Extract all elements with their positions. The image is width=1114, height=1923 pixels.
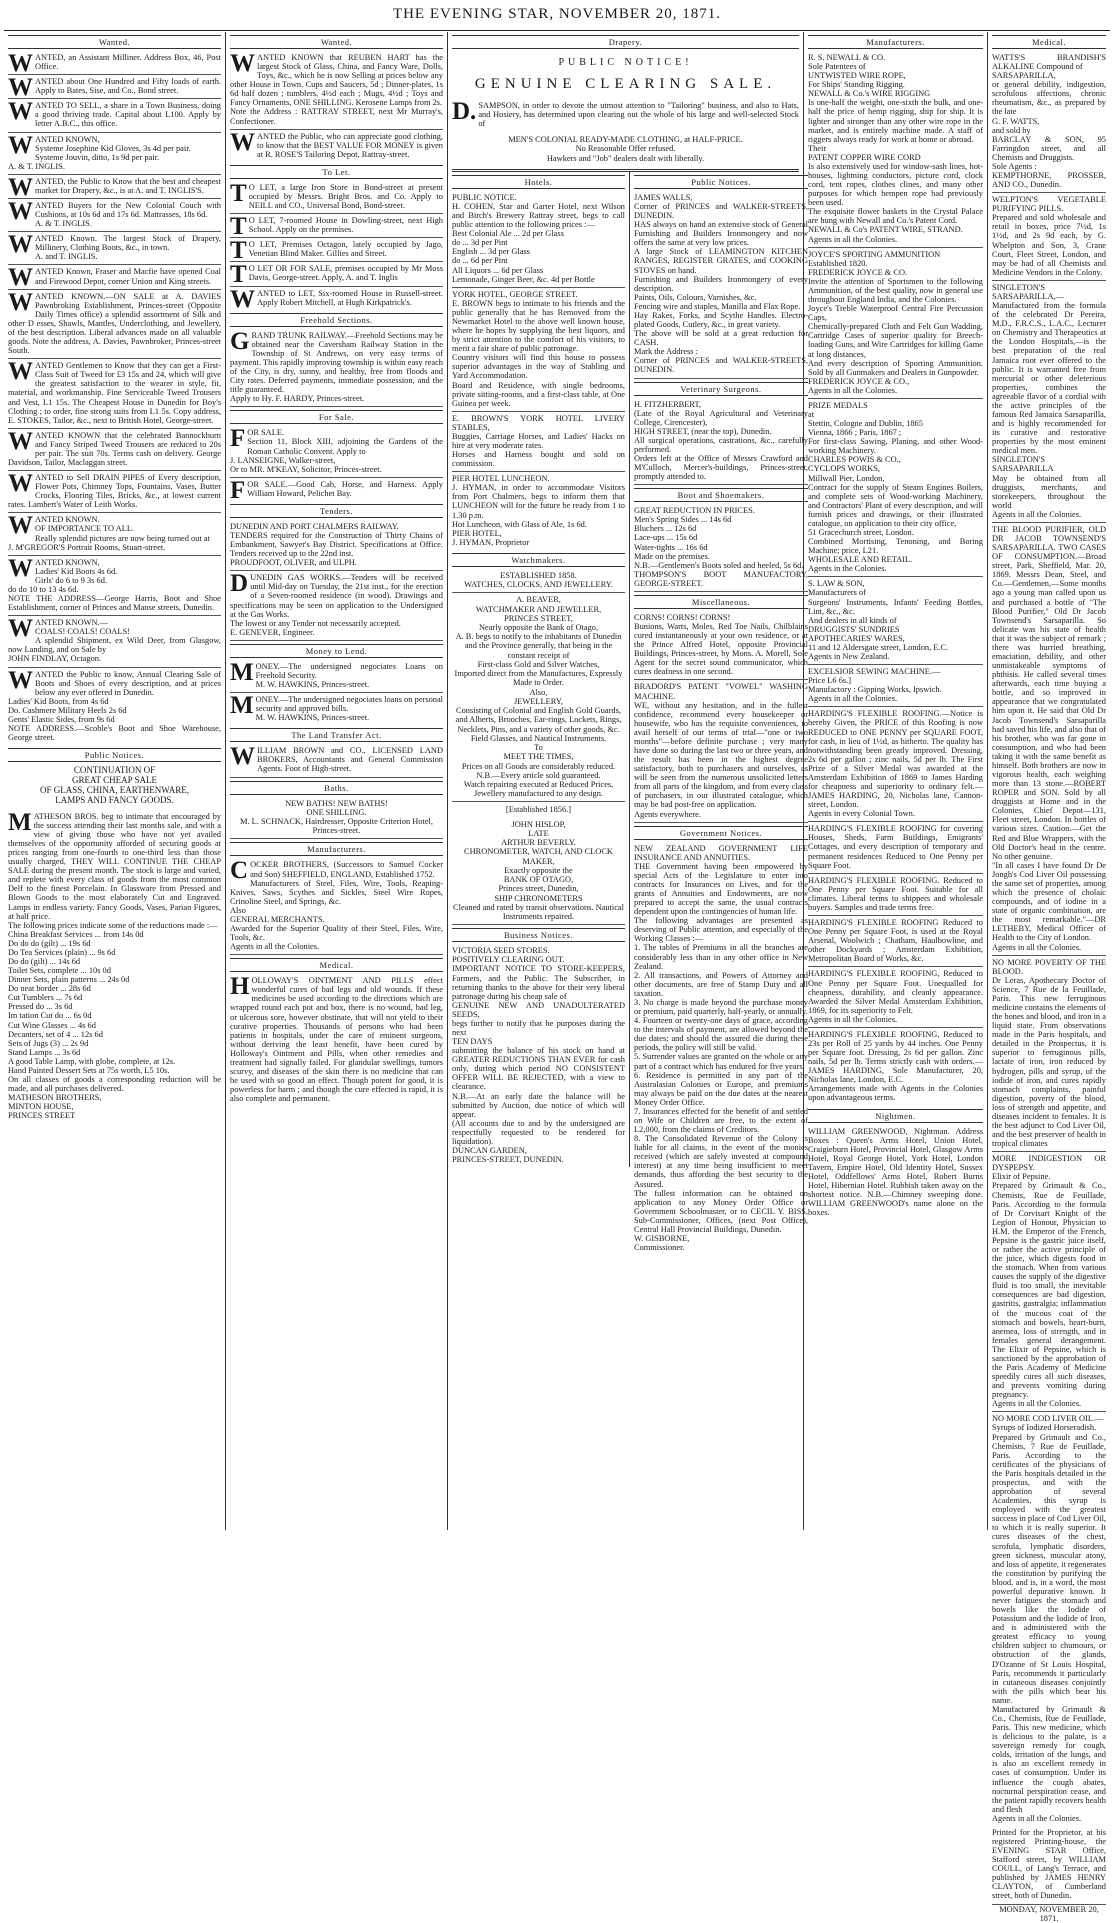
drop-cap: W — [8, 98, 33, 126]
column-4 — [804, 32, 988, 1530]
section-heading-business: Business Notices. — [452, 928, 625, 942]
ad-item: HARDING'S FLEXIBLE ROOFING, Reduced to 23s per Roll of 25 yards by 44 inches. One Penny per Square foot. Dressing, 2s 6d per gallon. Zinc nails, 5d per lb. Terms strictly cash with orders.—JAMES HARDING, Sole Manufacturer, 20, Nicholas lane, London, E.C. Arrangements made with Agents in the Colonies upon advantageous terms. — [808, 1029, 983, 1103]
sampson-ad — [452, 99, 799, 131]
ad-item: NO MORE POVERTY OF THE BLOOD. Dr Leras, Apothecary Doctor of Science, 7 Rue de la Feuillade, Paris. This new ferruginous medicine contains the elements of the bones and blood, and iron in a liquid state. From observations made in the Paris hospitals, and detailed in the Prospectus, it is superior to ferruginous pills, lactate of iron, iron reduced by hydrogen, pills and syrup, of the iodide of iron, and cures rapidly stomach complaints, painful digestion, poverty of the blood, loss of strength and appetite, and diseases incident to females. It is the best adjunct to Cod Liver Oil, and the best preserver of health in tropical climates — [992, 956, 1106, 1153]
ad-item: NO MORE COD LIVER OIL.— Syrups of Iodized Horseradish. Prepared by Grimault and Co., Chemists, 7 Rue de Feuillade, Paris. According to the certificates of the physicians of the Paris hospitals detailed in the prospectus, and with the approbation of several Academies, this syrup is employed with the greatest success in place of Cod Liver Oil, to which it is really superior. It cures diseases of the chest, scrofula, lymphatic disorders, green sickness, muscular atony, and loss of appetite, it regenerates the constitution by purifying the blood, and is, in a word, the most powerful depurative known. It never fatigues the stomach and bowels like the Iodide of Potassium and the Iodide of Iron, and is administered with the greatest efficacy to young children subject to chumours, or obstruction of the glands, D'Ozanne of St Louis Hospital, Paris, recommends it particularly in cutaneous diseases conjointly with the pills which bear his name. Manufactured by Grimault & Co., Chemists, Rue de Feuillade, Paris. This new medicine, which is delicious to the palate, is a sovereign remedy for cough, colds, irritation of the lungs, and is also an excellent remedy in cases of consumption. Under its influence the cough abates, nocturnal perspiration cease, and the patient rapidly recovers health and flesh Agents in all the Colonies. — [992, 1414, 1106, 1823]
ad-item: YORK HOTEL, GEORGE STREET. E. BROWN begs to intimate to his friends and the public generally that he has Removed from the Newmarket Hotel to the above well known house, where he hopes by supplying the best liquors, and by strict attention to the comfort of his visitors, to merit a fair share of public patronage. Country visitors will find this house to possess superior advantages in the way of Stabling and Yard Accommodation. Board and Residence, with single bedrooms, private sitting-rooms, and a first-class table, at One Guinea per week. — [452, 288, 625, 412]
ad-item — [8, 429, 221, 471]
drop-cap: M — [230, 692, 254, 720]
section-heading-to-let: To Let. — [230, 165, 443, 179]
ad-item: WATTS'S BRANDISH'S ALKALINE Compound of SARSAPARILLA, or general debility, indigestion, scrofulous affections, chronic rheumatism, &c., as prepared by the late G. F. WATTS, and sold by BARCLAY & SON, 95 Farringdon street, and all Chemists and Druggists. Sole Agents : KEMPTHORNE, PROSSER, AND CO., Dunedin. — [992, 51, 1106, 193]
column-5 — [988, 32, 1110, 1923]
ad-text: OLLOWAY'S OINTMENT AND PILLS effect wonderful cures of bad legs and old wounds. If these medicines be used according to the directions which are wrapped round each pot and box, there is no wound, bad leg, or ulcerous sore, however obstinate, that will not yield to their curative properties. Thousands of persons who had been patients in hospitals, under the care of eminent surgeons, without deriving the least benefit, have been cured by Holloway's Ointment and Pills, when other remedies and treatment had signally failed. For glandular swellings, tumors scurvy, and diseases of the skin there is no medicine that can be used with so good an effect. Though potent for good, it is powerless for harm ; and though the cure effected is rapid, it is also complete and permanent. — [230, 976, 443, 1104]
drop-cap: W — [8, 288, 33, 316]
ad-item — [230, 660, 443, 693]
ad-text: RAND TRUNK RAILWAY.—Freehold Sections may be obtained near the Caversham Railway Station in the Township of St Andrews, on very easy terms of payment. This rapidly improving township is within easy reach of the City, is dry, sunny, and healthy, free from floods and City rates. Deferred payments, immediate possession, and the title guaranteed. Apply to Hy. F. HARDY, Princes-street. — [230, 330, 443, 404]
ad-item — [8, 264, 221, 292]
newspaper-columns — [4, 32, 1110, 1923]
ad-item: SINGLETON'S SARSAPARILLA,—Manufactured from the formula of the celebrated Dr Pereira, M.D., F.R.C.S., L.A.C., Lecturer on Chemistry and Therapeutics at the London Hospitals,—is the best preparation of the real Jamaica root ever offered to the public. It is warranted free from mercurial or other deleterious properties, combines the agreeable flavor of a cordial with the active principles of the famous Red Jamaica Sarsaparilla, and is highly recommended for its curative and restorative properties by the most eminent medical men. SINGLETON'S SARSAPARILLA May be obtained from all druggists, merchants, and storekeepers, throughout the world Agents in all the Colonies. — [992, 281, 1106, 523]
drop-cap: W — [8, 358, 33, 386]
freehold-ad — [230, 329, 443, 408]
ad-item — [8, 556, 221, 616]
printer-imprint: Printed for the Proprietor, at his registered Printing-house, the EVENING STAR Office, Stafford street, by WILLIAM COULL, of Lang's Terrace, and published by JAMES HENRY CLAYTON, of Cumberland street, both of Dunedin. — [992, 1826, 1106, 1905]
drop-cap: W — [8, 74, 33, 102]
ad-item: HARDING'S FLEXIBLE ROOFING. Reduced to One Penny per Square Foot. Suitable for all climates. Liberal terms to shippers and wholesale buyers. Samples and trade terms free. — [808, 874, 983, 916]
section-heading-wanted-2: Wanted. — [230, 35, 443, 49]
land-broker-ad — [230, 744, 443, 777]
section-heading-hotels: Hotels. — [452, 175, 625, 189]
ad-text: ANTED TO SELL, a share in a Town Business, doing a good thriving trade. Capital about L100. Apply by letter A.B.C., this office. — [35, 101, 221, 129]
drop-cap: F — [230, 425, 246, 453]
section-heading-manufacturers-2: Manufacturers. — [808, 35, 983, 49]
section-heading-veterinary: Veterinary Surgeons. — [634, 382, 808, 396]
section-heading-tenders: Tenders. — [230, 504, 443, 518]
ad-text: O LET, 7-roomed House in Dowling-street, next High School. Apply on the premises. — [248, 216, 443, 235]
section-heading-freehold: Freehold Sections. — [230, 313, 443, 327]
section-heading-land-transfer: The Land Transfer Act. — [230, 728, 443, 742]
genuine-clearing-sale: GENUINE CLEARING SALE. — [474, 76, 777, 92]
ad-text: ANTED KNOWN.— COALS! COALS! COALS! A splendid Shipment, ex Wild Deer, from Glasgow, now Landing, and on Sale by JOHN FINDLAY, Octagon. — [8, 618, 221, 664]
ad-text: ILLIAM BROWN and CO., LICENSED LAND BROKERS, Accountants and General Commission Agents. Foot of High-street. — [257, 746, 443, 774]
section-heading-baths: Baths. — [230, 781, 443, 795]
ad-item — [8, 199, 221, 232]
ad-item — [8, 133, 221, 175]
drop-cap: W — [230, 128, 255, 156]
ad-item — [8, 616, 221, 667]
hotels-list — [452, 191, 625, 550]
manufacturer-ads-list — [808, 51, 983, 1106]
government-life-ad: NEW ZEALAND GOVERNMENT LIFE INSURANCE AND ANNUITIES. THE Government having been empowered by special Acts of the Legislature to enter into contracts for Insurances on Lives, and for the grants of Annuities and Endowments, are now prepared to accept the same, the usual contracts dependent upon the contingencies of human life. The following advantages are presented as deserving of Public attention, and especially of the Working Classes :— 1. The tables of Premiums in all the branches are considerably less than in any other office in New Zealand. 2. All transactions, and Powers of Attorney and other documents, are free of Stamp Duty and all taxation. 3. No charge is made beyond the purchase money or premium, paid quarterly, half-yearly, or annually. 4. Fourteen or twenty-one days of grace, according to the intervals of payment, are allowed beyond the due dates; and should the assured die during these periods, the policy will still be valid. 5. Surrender values are granted on the whole or any part of a contract which has endured for five years. 6. Residence is permitted in any part of the Australasian Colonies or Europe, and premiums may always be paid on the due dates at the nearest Money Order Office. 7. Insurances effected for the benefit of and settled on Wife or Children are free, to the extent of L2,000, from the claims of Creditors. 8. The Consolidated Revenue of the Colony is liable for all claims, in the event of the monies received (which are safely invested at compound interest) at any time being insufficient to meet demands, thus affording the best security to the Assured. The fullest information can be obtained on application to any Money Order Office or Government Schoolmaster, or to CECIL Y. BISS, Sub-Commissioner, Offices, (next Post Office), Central Hall Provincial Buildings, Dunedin. W. GISBORNE, Commissioner. — [634, 843, 808, 1253]
cocker-ad — [230, 858, 443, 955]
section-heading-manufacturers: Manufacturers. — [230, 842, 443, 856]
ad-item — [230, 426, 443, 477]
ad-item: MORE INDIGESTION OR DYSPEPSY. Elixir of Pepsine. Prepared by Grimault & Co., Chemists, Rue de Feuillade, Paris. According to the formula of Dr Corvisart Knight of the Legion of Honour, Physician to H.M. the Emperor of the French, Pepsine is the gastric juice itself, or rather the active principle of the juice, which digests food in the stomach. When from various causes the supply of the digestive fluid is too small, the inevitable consequences are bad digestion, gastritis, gastralgia; inflammation of the mucous coat of the stomach and bowels, heart-burn, anemea, loss of strength, and in females general derangement. The Elixir of Pepsine, which is sanctioned by the approbation of the Paris Academy of Medicine speedily cures all such diseases, and prevents vomiting during pregnancy. Agents in all the Colonies. — [992, 1152, 1106, 1412]
ad-item: HARDING'S FLEXIBLE ROOFING, Reduced to One Penny per Square Foot. Unequalled for cheapness, durability, and cleanly appearance. Awarded the Silver Medal Amsterdam Exhibition, 1869, for its superiority to Felt. Agents in all the Colonies. — [808, 967, 983, 1027]
ad-text: ANTED to LET, Six-roomed House in Russell-street. Apply Robert Mitchell, at Hugh Kirkpatrick's. — [257, 288, 443, 307]
section-heading-boots: Boot and Shoemakers. — [634, 488, 808, 502]
drop-cap: W — [8, 264, 33, 292]
section-heading-public-notices: Public Notices. — [8, 748, 221, 762]
drop-cap: W — [8, 231, 33, 259]
drop-cap: D. — [452, 98, 477, 125]
ad-item — [230, 237, 443, 265]
ad-item — [8, 668, 221, 746]
ad-item — [230, 51, 443, 130]
ad-text: ANTED Known, Fraser and Macfie have opened Coal and Firewood Depot, corner Union and King streets. — [35, 267, 221, 286]
for-sale-list — [230, 425, 443, 504]
boot-ad: GREAT REDUCTION IN PRICES. Men's Spring Sides ... 14s 6d Bluchers ... 12s 6d Lace-ups ... 15s 6d Water-tights ... 16s 6d Made on the premises. N.B.—Gentlemen's Boots soled and heeled, 5s 6d. THOMPSON'S BOOT MANUFACTORY, GEORGE-STREET. — [634, 504, 808, 592]
drop-cap: W — [8, 554, 33, 582]
ad-text: ANTED, an Assistant Milliner. Address Box, 46, Post Office. — [35, 53, 221, 72]
ad-text: ANTED, the Public to Know that the best and cheapest market for Drapery, &c., is at A. and T. INGLIS'S. — [35, 176, 221, 195]
ad-text: O LET, a large Iron Store in Bond-street at present occupied by Messrs. Bright Bros. and Co. Apply to NEILL and CO., Universal Bond, Bond-street. — [248, 182, 443, 211]
drop-cap: W — [230, 285, 255, 313]
drop-cap: W — [8, 512, 33, 540]
drop-cap: D — [230, 570, 249, 598]
drop-cap: M — [230, 658, 254, 686]
corns-ad: CORNS! CORNS! CORNS! Bunions, Warts, Moles, Red Toe Nails, Chilblains cured instantaneously at your own residence, or at the Prince Alfred Hotel, opposite Provincial Buildings, Princes-street, by Mons. A. Morell, Sole Agent for the secret sound communicator, which cures deafness in one second. — [634, 611, 808, 681]
ad-item: R. S. NEWALL & CO. Sole Patentees of UNTWISTED WIRE ROPE, For Ships' Standing Rigging. NEWALL & Co.'s WIRE RIGGING Is one-half the weight, one-sixth the bulk, and one-half the price of hemp rigging, ship for ship. It is lighter and stronger than any other wire rope in the market, and is entirely machine made. A staff of riggers always ready for work at home or abroad. Their PATENT COPPER WIRE CORD Is also extensively used for window-sash lines, hot-houses, lightning conductors, picture cord, clock cord, tent ropes, clothes clines, and many other purposes for which hempen rope had previously been used. The exquisite flower baskets in the Crystal Palace are hung with Newall and Co.'s Patent Cord. NEWALL & Co's PATENT WIRE, STRAND. Agents in all the Colonies. — [808, 51, 983, 248]
section-heading-drapery: Drapery. — [452, 35, 799, 49]
money-list — [230, 660, 443, 725]
matheson-ad — [8, 810, 221, 1124]
section-heading-public-notices-2: Public Notices. — [634, 175, 808, 189]
ad-item: S. LAW & SON, Manufacturers of Surgeons' Instruments, Infants' Feeding Bottles, Lint, &c., &c. And dealers in all kinds of DRUGGISTS' SUNDRIES APOTHECARIES' WARES, 11 and 12 Aldersgate street, London, E.C. Agents in New Zealand. — [808, 577, 983, 665]
drapery-public-notice: PUBLIC NOTICE! — [558, 57, 693, 68]
drop-cap: T — [230, 261, 247, 289]
ad-item — [8, 290, 221, 360]
ad-item — [230, 693, 443, 725]
washing-machine-ad: BRADORD'S PATENT "VOWEL" WASHING MACHINE. WE, without any hesitation, and in the fullest confidence, recommend every housekeeper or housewife, who has the requisite conveniences, to avail herself of our terms of trial—"one or two months"—before definite purchase ; very many have done so during the last two or three years, and the result has been in the highest degree satisfactory, both to purchasers and ourselves, as will be seen from the numerous unsolicited letters from all parts of the kingdom, and from every class of purchasers, in our illustrated catalogue, which may be had post-free on application. Agents everywhere. — [634, 680, 808, 822]
fitzherbert-ad: H. FITZHERBERT, (Late of the Royal Agricultural and Veterinary College, Cirencester), HIGH STREET, (near the top), Dunedin. All surgical operations, castrations, &c., carefully performed. Orders left at the Office of Messrs Crawford and M'Culloch, Mercer's-buildings, Princes-street, promptly attended to. — [634, 398, 808, 486]
wanted-ads-list — [8, 51, 221, 745]
ad-text: ANTED KNOWN, Systeme Josephine Kid Gloves, 3s 4d per pair. Systeme Jouvin, ditto, 1s 9d per pair. A. & T. INGLIS. — [8, 134, 191, 171]
ad-item: THE BLOOD PURIFIER, OLD DR JACOB TOWNSEND'S SARSAPARILLA. TWO CASES OF CONSUMPTION.—Broad street, Park, Sheffield, Mar. 20, 1869. Messrs Dean, Steel, and Co.—Gentlemen,—Some months ago a young man called upon us and purchased a bottle of "The Blood Purifier," Old Dr Jacob Townsend's Sarsaparilla. So delicate was his state of health that it was the subject of remark ; there was hurried breathing, emaciation, debility, and other unmistakeable symptoms of phthisis. He called several times afterwards, each time buying a bottle, and so improved in appearance that we congratulated him upon it. He said that Old Dr Jacob Townsend's Sarsaparilla had saved his life, and also that of his brother, who was far gone in consumption, and who had been taking it with the same benefit as himself. Both brothers are now in vigorous health, each weighing more than 13 stone.—ROBERT ROPER and SON. Sold by all druggists at Home and in the Colonies, Chief Depot—131, Fleet street, London. In bottles of various sizes. Caution.—Get the Red and Blue Wrappers, with the Old Doctor's head in the centre. No other genuine. "In all cases I have found Dr De Jongh's Cod Liver Oil possessing the same set of properties, among which the presence of cholaic compounds, and of iodine in a state of organic combination, are the most remarkable."—DR LETHEBY, Medical Officer of Health to the City of London. Agents in all the Colonies. — [992, 523, 1106, 956]
ad-text: ANTED Gentlemen to Know that they can get a First-Class Suit of Tweed for £3 15s and 24, which will give the greatest satisfaction to the wearer in style, fit, material, and workmanship. Fine Serviceable Tweed Trousers and Vest, L1 15s. The Cheapest House in Dunedin for Boy's Clothing ; to order, fine strong suits from L1 5s. Copy address, E. STOKES, Tailor, &c., next to British Hotel, George-street. — [8, 361, 221, 425]
medical-ads-list — [992, 51, 1106, 1826]
drop-cap: W — [8, 427, 33, 455]
seed-stores-ad: VICTORIA SEED STORES. POSITIVELY CLEARING OUT. IMPORTANT NOTICE TO STORE-KEEPERS, Farmers, and the Public. The Subscriber, in returning thanks to the above for their very liberal patronage during his cheap sale of GENUINE NEW AND UNADULTERATED SEEDS, begs further to notify that he purposes during the next TEN DAYS submitting the balance of his stock on hand at GREATER REDUCTIONS THAN EVER for cash only, during which period NO CONSISTENT OFFER WILL BE REJECTED, with a view to clearance. N.B.—At an early date the balance will be submitted by Auction, due notice of which will appear. (All accounts due to and by the undersigned are respectfully requested to be rendered for liquidation). DUNCAN GARDEN, PRINCES-STREET, DUNEDIN. — [452, 946, 625, 1165]
drop-cap: H — [230, 973, 250, 1001]
column-3 — [448, 32, 808, 1530]
ad-text: ANTED KNOWN that REUBEN HART has the largest Stock of Glass, China, and Fancy Ware, Dolls, Toys, &c., which he is now Selling at prices below any other House in Town. Cups and Saucers, 5d ; Dinner-plates, 1s 6d half dozen ; tumblers, 4½d each ; Mugs, 4½d ; Toys and Fancy Ornaments, ONE SHILLING. Kerosene Lamps from 2s. Note the Address : RATTRAY STREET, next Mr Murray's, Confectioner. — [230, 53, 443, 126]
masthead-title: THE EVENING STAR, NOVEMBER 20, 1871. — [392, 6, 722, 22]
greenwood-ad: WILLIAM GREENWOOD, Nightman. Address Boxes : Queen's Arms Hotel, Union Hotel, Craigieburn Hotel, Provincial Hotel, Glasgow Arms Hotel, Royal George Hotel, York Hotel, London Tavern, Empire Hotel, Old Identity Hotel, Sussex Hotel, Oddfellows' Arms Hotel, Robert Burns Hotel, Hibernian Hotel. Rubbish taken away on the shortest notice. N.B.—Chimney sweeping done. WILLIAM GREENWOOD's name alone on the boxes. — [808, 1126, 983, 1218]
ad-text: ANTED KNOWN, Ladies' Kid Boots 4s 6d. Girls' do 6 to 9 3s 6d. do do 10 to 13 4s 6d. NOTE THE ADDRESS—George Harris, Boot and Shoe Establishment, corner of Princes and Manse streets, Dunedin. — [8, 557, 221, 613]
hislop-ad: JOHN HISLOP, LATE ARTHUR BEVERLY. CHRONOMETER, WATCH, AND CLOCK MAKER, Exactly opposite the BANK OF OTAGO, Princes street, Dunedin, SHIP CHRONOMETERS Cleaned and rated by transit observations. Nautical Instruments repaired. — [452, 818, 625, 926]
drop-cap: W — [8, 615, 33, 643]
ad-text: ONEY.—The undersigned negociates Loans on Freehold Security. M. W. HAWKINS, Princes-street. — [255, 661, 443, 689]
section-heading-for-sale: For Sale. — [230, 410, 443, 424]
drop-cap: T — [230, 213, 247, 241]
ad-item — [8, 99, 221, 132]
drop-cap: W — [8, 50, 33, 77]
drop-cap: W — [230, 50, 255, 77]
baths-ad: NEW BATHS! NEW BATHS! ONE SHILLING. M. L. SCHNACK, Hairdresser, Opposite Criterion Hotel, Princes-street. — [230, 797, 443, 840]
ad-text: O LET OR FOR SALE, premises occupied by Mr Moss Davis, George-street. Apply, A. and T. Inglis — [248, 264, 443, 283]
column-3-subcolumns — [452, 172, 808, 1255]
ad-item: PUBLIC NOTICE. H. COHEN, Star and Garter Hotel, next Wilson and Birch's Brewery Rattray street, begs to call public attention to the following prices :— Best Colonial Ale ... 2d per Glass do ... 3d per Pint English ... 3d per Glass do ... 6d per Pint All Liquors ... 6d per Glass Lemonade, Ginger Beer, &c. 4d per Bottle — [452, 191, 625, 288]
masthead-rule — [4, 30, 1110, 31]
ad-item: HARDING'S FLEXIBLE ROOFING.—Notice is hereby Given, the PRICE of this Roofing is now REDUCED to ONE PENNY per SQUARE FOOT, for cash, in lieu of 1½d, as hitherto. The quality has notwithstanding been greatly improved. Dressing, 2s 6d per gallon ; zinc nails, 5d per lb. The First Prize of a Silver Medal was awarded at the Amsterdam Exhibition of 1869 to James Harding for cheapness and superiority to ordinary felt.—JAMES HARDING, 20, Nicholas lane, Cannon-street, London. Agents in every Colonial Town. — [808, 707, 983, 822]
ad-item: PRIZE MEDALS at Stettin, Cologne and Dublin, 1865 Vienna, 1866 ; Paris, 1867 ; For first-class Sawing, Planing, and other Wood-working Machinery. CHARLES POWIS & CO., CYCLOPS WORKS, Millwall Pier, London, Contract for the supply of Steam Engines Boilers, and complete sets of Wood-working Machinery, and Contractors' Plant of every description, and will furnish prices and drawings, or their illustrated catalogue, on application to their city office, 51 Gracechurch street, London. Combined Mortising, Tenoning, and Boring Machine; price, L21. WHOLESALE AND RETAIL. Agents in the Colonies. — [808, 399, 983, 577]
drop-cap: T — [230, 179, 247, 207]
public-notice-heading: CONTINUATION OF GREAT CHEAP SALE OF GLASS, CHINA, EARTHENWARE, LAMPS AND FANCY GOODS. — [40, 765, 189, 805]
ad-item — [230, 130, 443, 162]
ad-text: OR SALE. Section 11, Block XIII, adjoining the Gardens of the Roman Catholic Convent. Apply to J. LANSEIGNE, Walker-street, Or to MR. M'KEAY, Solicitor, Princes-street. — [230, 428, 443, 474]
ad-item — [8, 175, 221, 199]
to-let-list — [230, 179, 443, 313]
section-heading-watchmakers: Watchmakers. — [452, 553, 625, 567]
ad-item: EXCELSIOR SEWING MACHINE.— Price L6 6s.] Manufactory : Gipping Works, Ipswich. Agents in all the Colonies. — [808, 665, 983, 707]
wanted-ads-list-2 — [230, 51, 443, 162]
drop-cap: C — [230, 857, 249, 885]
ad-item — [8, 232, 221, 265]
ad-text: ANTED Buyers for the New Colonial Couch with Cushions, at 10s 6d and 17s 6d. Mattrasses, 18s 6d. A. & T. INGLIS. — [35, 201, 221, 229]
ad-text: ANTED KNOWN. OF IMPORTANCE TO ALL. Really splendid pictures are now being turned out at J. M'GREGOR'S Portrait Rooms, Stuart-street. — [8, 515, 210, 552]
drop-cap: W — [8, 131, 33, 159]
section-heading-medical-2: Medical. — [992, 35, 1106, 49]
ad-item: PIER HOTEL LUNCHEON. J. HYMAN, in order to accommodate Visitors from Port Chalmers, begs to inform them that LUNCHEON will for the future be ready from 1 to 1.30 p.m. Hot Luncheon, with Glass of Ale, 1s 6d. PIER HOTEL, J. HYMAN, Proprietor — [452, 474, 625, 547]
imprint-date: MONDAY, NOVEMBER 20, 1871. — [999, 1904, 1099, 1923]
walls-ad: JAMES WALLS, Corner of PRINCES and WALKER-STREETS, DUNEDIN. HAS always on hand an extensive stock of General Furnishing and Builders Ironmongery and now offers the same at very low prices. A large Stock of LEAMINGTON KITCHEN RANGES, REGISTER GRATES, and COOKING STOVES on hand. Furnishing and Builders Ironmongery of every description. Paints, Oils, Colours, Varnishes, &c. Fencing wire and staples, Manilla and Flax Rope. Hay Rakes, Forks, and Scythe Handles. Electro-plated Goods, Cutlery, &c., in great variety. The above will be sold at a great reduction for CASH. Mark the Address : Corner of PRINCES and WALKER-STREETS, DUNEDIN. — [634, 191, 808, 379]
section-heading-government: Government Notices. — [634, 826, 808, 840]
ad-item — [230, 181, 443, 214]
ad-item — [8, 471, 221, 513]
drop-cap: G — [230, 327, 250, 355]
established-1858: ESTABLISHED 1858. WATCHES, CLOCKS, AND JEWELLERY. — [452, 569, 625, 593]
ad-item — [230, 261, 443, 289]
ad-text: UNEDIN GAS WORKS.—Tenders will be received until Mid-day on Tuesday, the 21st inst., for the erection of a Seven-roomed residence (in wood). Drawings and specifications may be seen on application to the Undersigned at the Gas Works. The lowest or any Tender not necessarily accepted. E. GENEVER, Engineer. — [230, 573, 443, 637]
ad-text: O LET, Premises Octagon, lately occupied by Jago, Venetian Blind Maker. Gillies and Street. — [248, 240, 443, 259]
section-heading-nightmen: Nightmen. — [808, 1109, 983, 1123]
ad-item: WELPTON'S VEGETABLE PURIFYING PILLS. Prepared and sold wholesale and retail in boxes, price 7½d, 1s 1½d, and 2s 9d each, by G. Whelpton and Son, 3, Crane Court, Fleet Street, London, and may be had of all Chemists and Medicine Vendors in the Colony. — [992, 193, 1106, 281]
tenders-ad: DUNEDIN AND PORT CHALMERS RAILWAY. TENDERS required for the Construction of Thirty Chains of Embankment, Sawyer's Bay District. Specifications at Office. Tenders received up to the 22nd inst. PROUDFOOT, OLIVER, and ULPH. — [230, 520, 443, 571]
ad-item — [230, 213, 443, 241]
drop-cap: W — [8, 198, 33, 226]
section-heading-wanted: Wanted. — [8, 35, 221, 49]
drop-cap: W — [8, 666, 33, 694]
drop-cap: F — [230, 476, 246, 504]
mens-clothing-notice: MEN'S COLONIAL READY-MADE CLOTHING, at HALF-PRICE. No Reasonable Offer refused. Hawkers and "Job" dealers dealt with liberally. — [452, 131, 799, 172]
gas-works-ad — [230, 571, 443, 641]
ad-text: ANTED to Sell DRAIN PIPES of Every description, Flower Pots, Chimney Tops, Fountains, Vases, Butter Crocks, Flooring Tiles, Bricks, &c., at lowest current rates. Lambert's Water of Leith Works. — [8, 473, 221, 510]
ad-item: JOYCE'S SPORTING AMMUNITION Established 1820. FREDERICK JOYCE & CO. Invite the attention of Sportsmen to the following Ammunition, of the best quality, now in general use throughout England India, and the Colonies. Joyce's Treble Waterproof Central Fire Percussion Caps, Chemically-prepared Cloth and Felt Gun Wadding, Cartridge Cases of superior quality for Breech-loading Guns, and Wire Cartridges for killing Game at long distances, And every description of Sporting Ammunition. Sold by all Gunmakers and Dealers in Gunpowder. FREDERICK JOYCE & CO., Agents in all the Colonies. — [808, 248, 983, 399]
ad-item — [230, 285, 443, 313]
drop-cap: M — [8, 808, 32, 836]
ad-text: ATHESON BROS. beg to intimate that encouraged by the success attending their last months sale, and with a view of giving those who have not yet availed themselves of the opportunity afforded of securing goods at prices ranging from one-fourth to one-third less than those usually charged, THEY WILL CONTINUE THE CHEAP SALE during the present month. The stock is large and varied, and replete with every class of goods from the most common Delf to the finest Porcelain. In Glassware from Pressed and Blown Goods to the most elaborately Cut and Engraved. Lamps in endless variety. Fancy Goods, Vases, Parian Figures, at half price. The following prices indicate some of the reductions made :— China Breakfast Services ... from 14s 0d Do do do (gilt) ... 19s 6d Do Tea Services (plain) ... 9s 6d Do do (gilt) ... 14s 6d Toilet Sets, complete ... 10s 0d Dinner Sets, plain patterns ... 24s 0d Do neat border ... 28s 6d Cut Tumblers ... 7s 6d Pressed do ... 3s 6d Im tation Cut do ... 6s 0d Cut Wine Glasses ... 4s 6d Decanters, set of 4 ... 12s 6d Sets of Jugs (3) ... 2s 9d Stand Lamps ... 3s 6d A good Table Lamp, with globe, complete, at 12s. Hand Painted Dessert Sets at 75s worth, L5 10s. On all classes of goods a corresponding reduction will be made, and all purchases delivered. MATHESON BROTHERS, MINTON HOUSE, PRINCES STREET — [8, 811, 221, 1121]
ad-item — [8, 359, 221, 429]
column-3b — [630, 172, 808, 1255]
ad-text: ANTED Known. The largest Stock of Drapery, Millinery, Clothing Boots, &c., in town. A. and T. INGLIS. — [35, 234, 221, 262]
ad-item — [230, 476, 443, 504]
established-1856: [Established 1856.] — [505, 805, 572, 815]
ad-text: ANTED the Public, who can appreciate good clothing, to know that the BEST VALUE FOR MONEY is given at R. ROSE'S Tailoring Depot, Rattray-street. — [257, 131, 443, 159]
column-2 — [226, 32, 448, 1530]
ad-text: ANTED about One Hundred and Fifty loads of earth. Apply to Bates, Sise, and Co., Bond street. — [35, 77, 221, 96]
section-heading-money: Money to Lend. — [230, 644, 443, 658]
column-1 — [4, 32, 226, 1530]
ad-item — [8, 513, 221, 555]
ad-item: E. BROWN'S YORK HOTEL LIVERY STABLES, Buggies, Carriage Horses, and Ladies' Hacks on hire at very moderate rates. Horses and Harness bought and sold on commission. — [452, 412, 625, 472]
ad-text: ONEY.—The undersigned negociates loans on personal security and approved bills. M. W. HAWKINS, Princes-street. — [255, 695, 443, 723]
holloway-ad — [230, 974, 443, 1106]
column-3a — [452, 172, 630, 1167]
beaver-ad: A. BEAVER, WATCHMAKER AND JEWELLER, PRINCES STREET, Nearly opposite the Bank of Otago, A. B. begs to notify to the inhabitants of Dunedin and the Province generally, that being in the constant receipt of First-class Gold and Silver Watches, Imported direct from the Manufactures, Expressly Made to Order. Also, JEWELLERY, Consisting of Colonial and English Gold Guards, and Alberts, Brooches, Ear-rings, Lockets, Rings, Necklets, Pins, and a variety of other goods, &c. Field Glasses, and Nautical Instruments. To MEET THE TIMES, Prices on all Goods are considerably reduced. N.B.—Every article sold guaranteed. Watch repairing executed at Reduced Prices, Jewellery manufactured to any design. — [452, 593, 625, 802]
section-heading-misc: Miscellaneous. — [634, 595, 808, 609]
ad-text: ANTED KNOWN.—ON SALE at A. DAVIES Pawnbroking Establishment, Princes-street (Opposite Daily Times office) a splendid assortment of Silk and other D esses, Shawls, Mantles, Underclothing, and Jewellery, of the best description. Liberal advances made on all valuable goods. Note the address, A. Davies, Pawnbroker, Princes-street South. — [8, 291, 221, 356]
section-heading-medical: Medical. — [230, 958, 443, 972]
drop-cap: T — [230, 237, 247, 265]
ad-item — [8, 51, 221, 75]
drop-cap: W — [230, 743, 255, 771]
ad-text: OR SALE.—Good Cab, Horse, and Harness. Apply William Howard, Pelichet Bay. — [247, 479, 443, 498]
ad-item — [8, 74, 221, 102]
ad-item: HARDING'S FLEXIBLE ROOFING Reduced to One Penny per Square Foot, is used at the Royal Arsenal, Woolwich ; Chatham, Haulbowline, and other Dockyards ; Amsterdam Exhibition, Metropolitan Board of Works, &c. — [808, 916, 983, 967]
ad-text: ANTED KNOWN that the celebrated Bannockburn and Fancy Striped Tweed Trousers are reduced to 20s per pair. The suit 70s. Terms cash on delivery. George Davidson, Tailor, Maclaggan street. — [8, 430, 221, 467]
ad-item: HARDING'S FLEXIBLE ROOFING for covering Houses, Sheds, Farm Buildings, Emigrants' Cottages, and every description of temporary and permanent residences Reduced to One Penny per Square Foot. — [808, 822, 983, 873]
ad-text: ANTED the Public to know, Annual Clearing Sale of Boots and Shoes of every description, and at prices below any ever offered in Dunedin. Ladies' Kid Boots, from 4s 6d Do. Cashmere Military Heels 2s 6d Gents' Elastic Sides, from 9s 6d NOTE ADDRESS.—Scoble's Boot and Shoe Warehouse, George street. — [8, 669, 221, 743]
ad-text: OCKER BROTHERS, (Successors to Samuel Cocker and Son) SHEFFIELD, ENGLAND, Established 1752. Manufacturers of Steel, Files, Wire, Tools, Reaping-Knives, Saws, Scythes and Sickles, Steel Wire Ropes, Crinoline Steel, and Springs, &c. Also GENERAL MERCHANTS. Awarded for the Superior Quality of their Steel, Files, Wire, Tools, &c. Agents in all the Colonies. — [230, 860, 443, 952]
drop-cap: W — [8, 470, 33, 498]
drop-cap: W — [8, 173, 33, 201]
ad-text: SAMPSON, in order to devote the utmost attention to "Tailoring" business, and also to Hats, and Hosiery, has determined upon clearing out the whole of his large and well-selected Stock of — [478, 101, 799, 129]
